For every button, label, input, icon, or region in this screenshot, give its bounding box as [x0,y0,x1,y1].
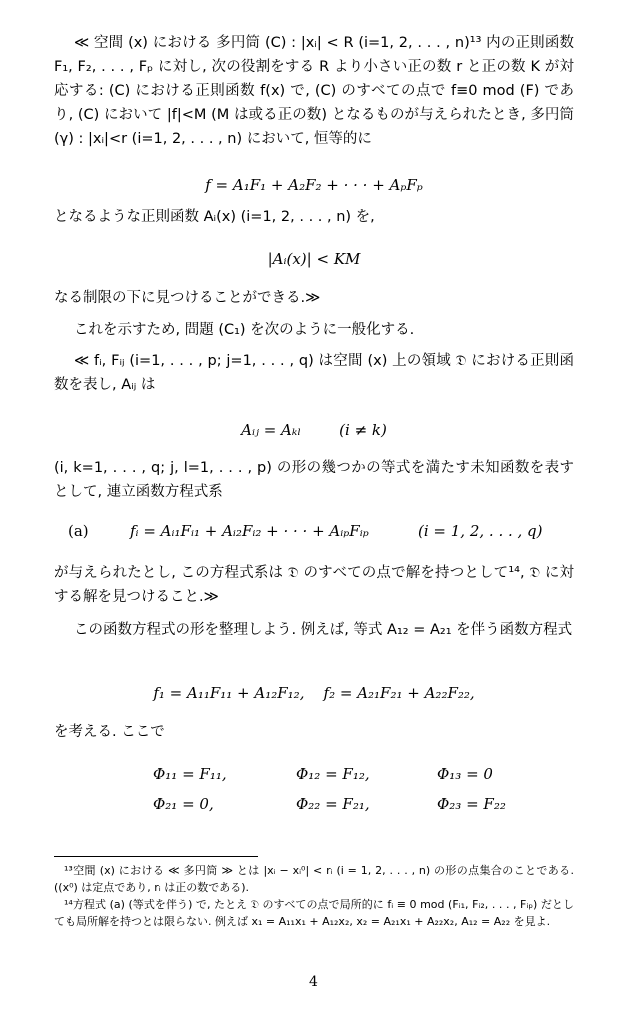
paragraph-rearrange: この函数方程式の形を整理しよう. 例えば, 等式 A₁₂ = A₂₁ を伴う函数方程式 [74,622,573,638]
equation-a-label: (a) [68,522,89,540]
paragraph-domain-functions: ≪ fᵢ, Fᵢⱼ (i=1, . . . , p; j=1, . . . , q) は空間 (x) 上の領域 𝔇 における正則函数を表し, Aᵢⱼ は [54,353,574,393]
equation-f1-f2: f₁ = A₁₁F₁₁ + A₁₂F₁₂, f₂ = A₂₁F₂₁ + A₂₂F₂₂, [153,684,475,702]
footnote-rule [54,856,258,857]
equation-aij-akl: Aᵢⱼ = Aₖₗ (i ≠ k) [241,421,387,439]
equation-bound: |Aᵢ(x)| < KM [267,250,361,268]
paragraph-polycylinder-problem: ≪ 空間 (x) における 多円筒 (C) : |xᵢ| < R (i=1, 2, . . . , n)¹³ 内の正則函数 F₁, F₂, . . . , Fₚ に対し, 次の役割をする R より小さい正の数 r と正の数 K が対応する: (C) における正則函数 f(x) で, (C) のすべての点で f≡0 mod (F) であり, (C) において |f|<M (M は或る正の数) となるものが与えられたとき, 多円筒 (γ) : |xᵢ|<r (i=1, 2, . . . , n) において, 恒等的に [54,35,574,147]
equation-phi-21: Φ₂₁ = 0, [153,795,214,813]
equation-phi-22: Φ₂₂ = F₂₁, [296,795,370,813]
paragraph-system-given: が与えられたとし, この方程式系は 𝔇 のすべての点で解を持つとして¹⁴, 𝔇 に対する解を見つけること.≫ [54,565,574,605]
paragraph-restriction: なる制限の下に見つけることができる.≫ [54,290,321,306]
paragraph-unknown-functions: (i, k=1, . . . , q; j, l=1, . . . , p) の形の幾つかの等式を満たす未知函数を表すとして, 連立函数方程式系 [54,460,574,500]
equation-phi-11: Φ₁₁ = F₁₁, [153,765,227,783]
equation-phi-12: Φ₁₂ = F₁₂, [296,765,370,783]
paragraph-holomorphic-ai: となるような正則函数 Aᵢ(x) (i=1, 2, . . . , n) を, [54,209,375,225]
equation-system-a: fᵢ = Aᵢ₁Fᵢ₁ + Aᵢ₂Fᵢ₂ + · · · + AᵢₚFᵢₚ [130,522,369,540]
footnote-13: ¹³空間 (x) における ≪ 多円筒 ≫ とは |xᵢ − xᵢ⁰| < rᵢ (i = 1, 2, . . . , n) の形の点集合のことである. ((x⁰) は定点であり, rᵢ は正の数である). [54,864,574,894]
paragraph-generalize: これを示すため, 問題 (C₁) を次のように一般化する. [74,322,415,338]
footnote-14: ¹⁴方程式 (a) (等式を伴う) で, たとえ 𝔇 のすべての点で局所的に fᵢ ≡ 0 mod (Fᵢ₁, Fᵢ₂, . . . , Fᵢₚ) だとしても局所解を持つとは限らない. 例えば x₁ = A₁₁x₁ + A₁₂x₂, x₂ = A₂₁x₁ + A₂₂x₂, A₁₂ = A₂₂ を見よ. [54,898,574,928]
equation-phi-23: Φ₂₃ = F₂₂ [437,795,506,813]
equation-f-sum: f = A₁F₁ + A₂F₂ + · · · + AₚFₚ [205,176,423,194]
equation-phi-13: Φ₁₃ = 0 [437,765,493,783]
page-number: 4 [309,974,318,990]
equation-system-range: (i = 1, 2, . . . , q) [418,522,543,540]
paragraph-consider: を考える. ここで [54,724,165,740]
